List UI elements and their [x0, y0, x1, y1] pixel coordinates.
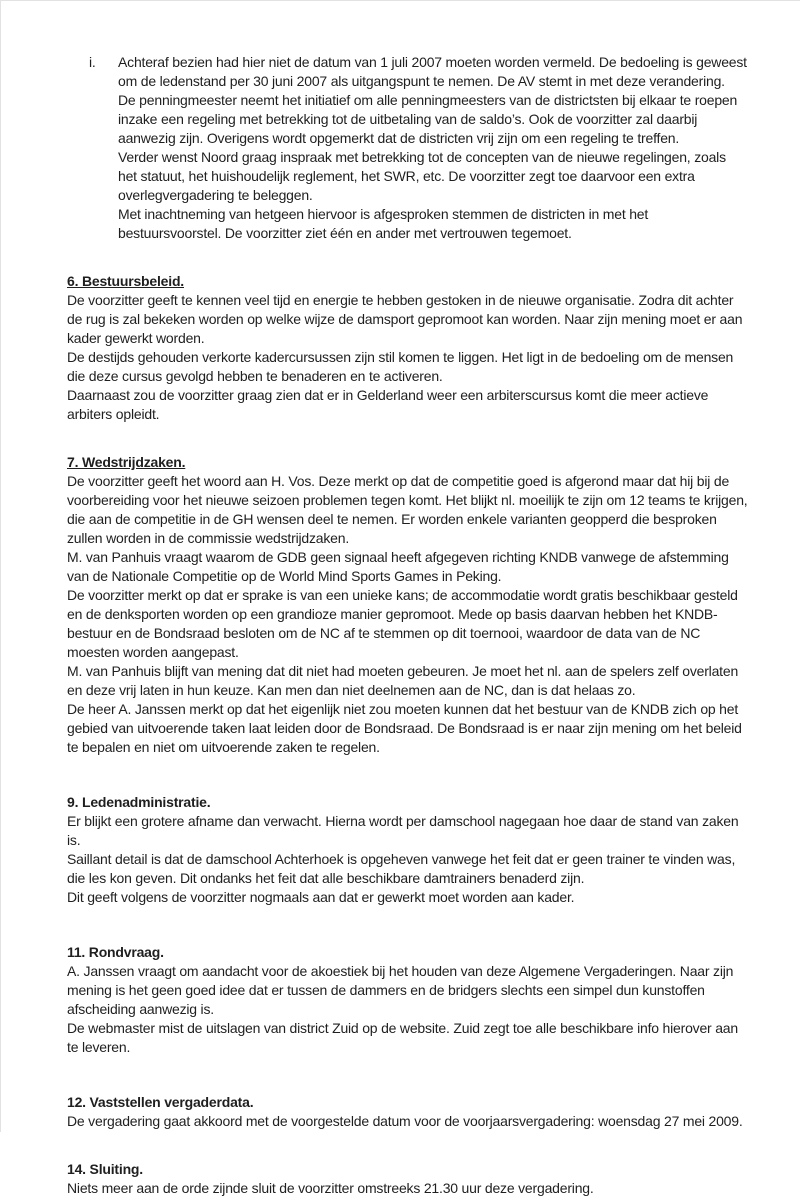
list-item-body — [118, 53, 748, 243]
section-wedstrijdzaken — [67, 453, 748, 757]
paragraph: Er blijkt een grotere afname dan verwacht. Hierna wordt per damschool nagegaan hoe daar de stand van zaken is. — [67, 813, 739, 848]
paragraph: Dit geeft volgens de voorzitter nogmaals aan dat er gewerkt moet worden aan kader. — [67, 889, 575, 905]
section-bestuursbeleid — [67, 272, 748, 424]
paragraph: De destijds gehouden verkorte kadercursussen zijn stil komen te liggen. Het ligt in de bedoeling om de mensen die deze cursus gevolgd hebben te benaderen en te activeren. — [67, 349, 734, 384]
paragraph: Verder wenst Noord graag inspraak met betrekking tot de concepten van de nieuwe regelingen, zoals het statuut, het huishoudelijk reglement, het SWR, etc. De voorzitter zegt toe daarvoor een extra overlegvergadering te beleggen. — [118, 149, 726, 203]
paragraph: De heer A. Janssen merkt op dat het eigenlijk niet zou moeten kunnen dat het bestuur van de KNDB zich op het gebied van uitvoerende taken laat leiden door de Bondsraad. De Bondsraad is er naar zijn mening om het beleid te bepalen en niet om uitvoerende zaken te regelen. — [67, 701, 742, 755]
agenda-subitem-i — [67, 53, 748, 243]
paragraph: De vergadering gaat akkoord met de voorgestelde datum voor de voorjaarsvergadering: woensdag 27 mei 2009. — [67, 1113, 743, 1129]
paragraph: Achteraf bezien had hier niet de datum van 1 juli 2007 moeten worden vermeld. De bedoeling is geweest om de ledenstand per 30 juni 2007 als uitgangspunt te nemen. De AV stemt in met deze verandering. — [118, 54, 747, 89]
paragraph: M. van Panhuis vraagt waarom de GDB geen signaal heeft afgegeven richting KNDB vanwege de afstemming van de Nationale Competitie op de World Mind Sports Games in Peking. — [67, 549, 729, 584]
paragraph: De voorzitter merkt op dat er sprake is van een unieke kans; de accommodatie wordt gratis beschikbaar gesteld en de denksporten worden op een grandioze manier gepromoot. Mede op basis daarvan hebben het KNDB-bestuur en de Bondsraad besloten om de NC af te stemmen op dit toernooi, waardoor de data van de NC moesten worden aangepast. — [67, 587, 738, 660]
paragraph: Daarnaast zou de voorzitter graag zien dat er in Gelderland weer een arbiterscursus komt die meer actieve arbiters opleidt. — [67, 387, 709, 422]
paragraph: De voorzitter geeft te kennen veel tijd en energie te hebben gestoken in de nieuwe organisatie. Zodra dit achter de rug is zal bekeken worden op welke wijze de damsport gepromoot kan worden. Naar zijn mening moet er aan kader gewerkt worden. — [67, 292, 743, 346]
section-heading: 14. Sluiting. — [67, 1161, 143, 1177]
section-sluiting — [67, 1160, 748, 1198]
section-heading: 12. Vaststellen vergaderdata. — [67, 1094, 254, 1110]
paragraph: A. Janssen vraagt om aandacht voor de akoestiek bij het houden van deze Algemene Vergaderingen. Naar zijn mening is het geen goed idee dat er tussen de dammers en de bridgers slechts een simpel dun kunstoffen afscheiding aanwezig is. — [67, 963, 734, 1017]
paragraph: Met inachtneming van hetgeen hiervoor is afgesproken stemmen de districten in met het bestuursvoorstel. De voorzitter ziet één en ander met vertrouwen tegemoet. — [118, 206, 649, 241]
paragraph: Saillant detail is dat de damschool Achterhoek is opgeheven vanwege het feit dat er geen trainer te vinden was, die les kon geven. Dit ondanks het feit dat alle beschikbare damtrainers benaderd zijn. — [67, 851, 736, 886]
document-content — [67, 53, 748, 1198]
list-marker: i. — [89, 54, 96, 70]
paragraph: De voorzitter geeft het woord aan H. Vos. Deze merkt op dat de competitie goed is afgerond maar dat hij bij de voorbereiding voor het nieuwe seizoen problemen tegen komt. Het blijkt nl. moeilijk te zijn om 12 teams te krijgen, die aan de competitie in de GH wensen deel te nemen. Er worden enkele varianten geopperd die besproken zullen worden in de commissie wedstrijdzaken. — [67, 473, 748, 546]
section-heading: 9. Ledenadministratie. — [67, 794, 211, 810]
section-rondvraag — [67, 943, 748, 1057]
section-ledenadministratie — [67, 793, 748, 907]
section-vaststellen-vergaderdata — [67, 1093, 748, 1131]
section-heading: 7. Wedstrijdzaken. — [67, 454, 186, 470]
paragraph: De webmaster mist de uitslagen van district Zuid op de website. Zuid zegt toe alle beschikbare info hierover aan te leveren. — [67, 1020, 738, 1055]
paragraph: De penningmeester neemt het initiatief om alle penningmeesters van de districtsten bij elkaar te roepen inzake een regeling met betrekking tot de uitbetaling van de saldo’s. Ook de voorzitter zal daarbij aanwezig zijn. Overigens wordt opgemerkt dat de districten vrij zijn om een regeling te treffen. — [118, 92, 738, 146]
section-heading: 6. Bestuursbeleid. — [67, 273, 184, 289]
paragraph: Niets meer aan de orde zijnde sluit de voorzitter omstreeks 21.30 uur deze vergadering. — [67, 1180, 594, 1196]
section-heading: 11. Rondvraag. — [67, 944, 164, 960]
paragraph: M. van Panhuis blijft van mening dat dit niet had moeten gebeuren. Je moet het nl. aan de spelers zelf overlaten en deze vrij laten in hun keuze. Kan men dan niet deelnemen aan de NC, dan is dat helaas zo. — [67, 663, 739, 698]
